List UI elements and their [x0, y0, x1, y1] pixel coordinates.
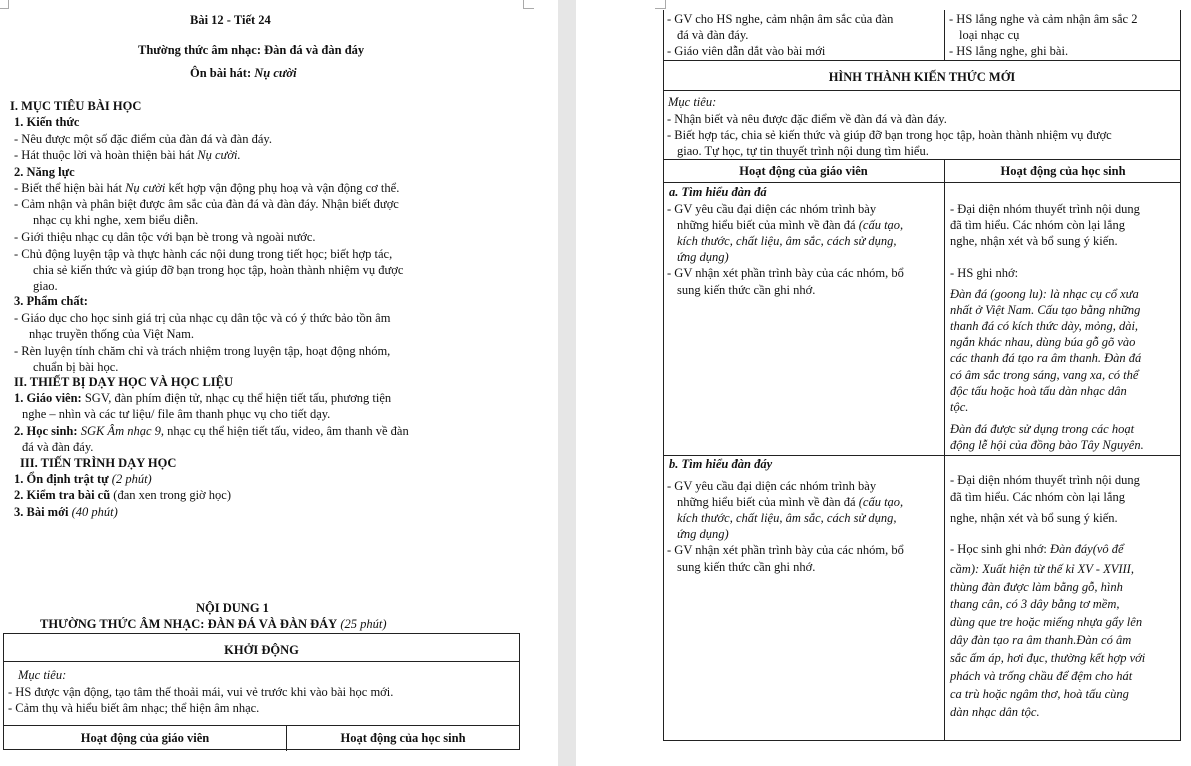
knowledge-item-2	[14, 148, 241, 163]
topic-heading: Thường thức âm nhạc: Đàn đá và đàn đáy	[138, 43, 365, 57]
process-step-3-time: (40 phút)	[68, 505, 118, 519]
column-divider	[944, 159, 945, 741]
section-a-gv-3: kích thước, chất liệu, âm sắc, cách sử dụng,	[677, 234, 897, 248]
warmup-objective-2: - Cảm thụ và hiểu biết âm nhạc; thể hiện âm nhạc.	[8, 701, 260, 715]
competence-item-4-cont: chia sẻ kiến thức và giúp đỡ bạn trong học tập, hoàn thành nhiệm vụ được	[33, 263, 404, 277]
objective-3: giao. Tự học, tự tin thuyết trình nội dung tìm hiểu.	[677, 144, 929, 158]
subsection-qualities: 3. Phẩm chất:	[14, 294, 88, 308]
competence-item-2-cont: nhạc cụ khi nghe, xem biểu diễn.	[33, 213, 199, 227]
section-equipment: II. THIẾT BỊ DẠY HỌC VÀ HỌC LIỆU	[14, 375, 234, 389]
top-gv-line-3: - Giáo viên dẫn dắt vào bài mới	[667, 44, 826, 58]
section-a-gv-2	[677, 218, 903, 233]
section-a-gv-6: sung kiến thức cần ghi nhớ.	[677, 283, 816, 297]
equipment-student-cont: đá và đàn đáy.	[22, 440, 94, 454]
content-subtitle-time: (25 phút)	[337, 617, 387, 631]
section-a-gv-1: - GV yêu cầu đại diện các nhóm trình bày	[667, 202, 877, 216]
section-b-gv-2-italic: (cấu tạo,	[858, 495, 904, 509]
section-b-note-6: sắc ấm áp, hơi đục, thường kết hợp với	[950, 651, 1146, 665]
top-gv-line-1: - GV cho HS nghe, cảm nhận âm sắc của đàn	[667, 12, 894, 26]
row-divider-5	[663, 455, 1181, 456]
top-hs-line-2: loại nhạc cụ	[959, 28, 1020, 42]
section-a-note2-1: Đàn đá được sử dụng trong các hoạt	[950, 422, 1135, 436]
warmup-objective-1: - HS được vận động, tạo tâm thế thoải mái, vui vẻ trước khi vào bài học mới.	[8, 685, 394, 699]
equipment-student	[14, 424, 409, 439]
equipment-student-text: , nhạc cụ thể hiện tiết tấu, video, âm thanh về đàn	[160, 424, 409, 438]
section-b-gv-3: kích thước, chất liệu, âm sắc, cách sử dụng,	[677, 511, 897, 525]
quality-item-2: - Rèn luyện tính chăm chỉ và trách nhiệm trong luyện tập, hoạt động nhóm,	[14, 344, 391, 358]
competence-item-2: - Cảm nhận và phân biệt được âm sắc của đàn đá và đàn đáy. Nhận biết được	[14, 197, 399, 211]
quality-item-1: - Giáo dục cho học sinh giá trị của nhạc cụ dân tộc và có ý thức bảo tồn âm	[14, 311, 391, 325]
objective-1: - Nhận biết và nêu được đặc điểm về đàn đá và đàn đáy.	[667, 112, 947, 126]
section-a-gv-2-italic: (cấu tạo,	[858, 218, 904, 232]
section-b-hs-1: - Đại diện nhóm thuyết trình nội dung	[950, 473, 1140, 487]
competence-item-1	[14, 181, 399, 196]
row-divider-1	[663, 60, 1181, 61]
subsection-competence: 2. Năng lực	[14, 165, 75, 179]
row-divider-top-col	[944, 10, 945, 60]
equipment-teacher-text: SGV, đàn phím điện tử, nhạc cụ thể hiện tiết tấu, phương tiện	[81, 391, 392, 405]
section-b-note-2: thùng đàn được làm bằng gỗ, hình	[950, 580, 1123, 594]
section-a-hs-3: nghe, nhận xét và bổ sung ý kiến.	[950, 234, 1118, 248]
process-step-1-label: 1. Ổn định trật tự	[14, 472, 109, 486]
section-b-gv-1: - GV yêu cầu đại diện các nhóm trình bày	[667, 479, 877, 493]
equipment-student-book: SGK Âm nhạc 9	[77, 424, 161, 438]
section-a-note-1: Đàn đá (goong lu): là nhạc cụ cổ xưa	[950, 287, 1139, 301]
process-step-3-label: 3. Bài mới	[14, 505, 69, 519]
competence-item-3: - Giới thiệu nhạc cụ dân tộc với bạn bè trong và ngoài nước.	[14, 230, 316, 244]
section-process: III. TIẾN TRÌNH DẠY HỌC	[20, 456, 177, 470]
review-song: Nụ cười	[254, 66, 297, 80]
equipment-teacher-label: 1. Giáo viên:	[14, 391, 82, 405]
warmup-header-divider	[4, 725, 519, 726]
section-a-hs-1: - Đại diện nhóm thuyết trình nội dung	[950, 202, 1140, 216]
quality-item-1-cont: nhạc truyền thống của Việt Nam.	[29, 327, 194, 341]
section-a-note-5: các thanh đá tạo ra âm thanh. Đàn đá	[950, 351, 1142, 365]
process-step-2-note: (đan xen trong giờ học)	[110, 488, 231, 502]
competence-item-4-cont2: giao.	[33, 279, 58, 293]
section-a-note-4: ngắn khác nhau, dùng búa gỗ gõ vào	[950, 335, 1136, 349]
section-b-note-3: thang cân, có 3 dây bằng tơ mềm,	[950, 597, 1120, 611]
section-b-note-1: cầm): Xuất hiện từ thế kỉ XV - XVIII,	[950, 562, 1134, 576]
row-divider-4	[663, 182, 1181, 183]
col-teacher-header: Hoạt động của giáo viên	[739, 164, 868, 178]
section-a-note-6: có âm sắc trong sáng, vang xa, có thể	[950, 368, 1139, 382]
section-b-hs-2: đã tìm hiểu. Các nhóm còn lại lắng	[950, 490, 1125, 504]
subsection-knowledge: 1. Kiến thức	[14, 115, 80, 129]
section-a-note-8: tộc.	[950, 400, 969, 414]
process-step-3	[14, 505, 118, 520]
competence-item-4: - Chủ động luyện tập và thực hành các nội dung trong tiết học; biết hợp tác,	[14, 247, 393, 261]
new-knowledge-heading: HÌNH THÀNH KIẾN THỨC MỚI	[828, 70, 1016, 84]
equipment-teacher-cont: nghe – nhìn và các tư liệu/ file âm thanh phục vụ cho tiết dạy.	[22, 407, 331, 421]
top-gv-line-2: đá và đàn đáy.	[677, 28, 749, 42]
objective-label: Mục tiêu:	[668, 95, 717, 109]
section-a-note-7: độc tấu hoặc hoà tấu dàn nhạc dân	[950, 384, 1127, 398]
warmup-objective-label: Mục tiêu:	[18, 668, 67, 682]
section-b-gv-2-text: những hiểu biết của mình về đàn đá	[677, 495, 859, 509]
top-hs-line-3: - HS lắng nghe, ghi bài.	[949, 44, 1069, 58]
process-step-2	[14, 488, 231, 503]
section-objectives: I. MỤC TIÊU BÀI HỌC	[10, 99, 142, 113]
page-gap	[558, 0, 576, 766]
competence-item-1-post: kết hợp vận động phụ hoạ và vận động cơ thể.	[165, 181, 400, 195]
col-student-header: Hoạt động của học sinh	[1000, 164, 1126, 178]
section-a-gv-2-text: những hiểu biết của mình về đàn đá	[677, 218, 859, 232]
process-step-1-time: (2 phút)	[108, 472, 152, 486]
section-b-hs-3: nghe, nhận xét và bổ sung ý kiến.	[950, 511, 1118, 525]
section-b-note-7: phách và trống chầu để đệm cho hát	[950, 669, 1133, 683]
process-step-1	[14, 472, 152, 487]
review-heading	[190, 66, 297, 81]
equipment-student-label: 2. Học sinh:	[14, 424, 78, 438]
competence-item-1-song: Nụ cười	[125, 181, 166, 195]
warmup-divider	[4, 661, 519, 662]
right-page	[576, 0, 1191, 766]
content-subtitle-text: THƯỜNG THỨC ÂM NHẠC: ĐÀN ĐÁ VÀ ĐÀN ĐÁY	[40, 617, 338, 631]
section-a-note2-2: động lễ hội của đồng bào Tây Nguyên.	[950, 438, 1144, 452]
warmup-table	[3, 633, 520, 750]
crop-mark-top-left	[0, 0, 9, 9]
content-title: NỘI DUNG 1	[196, 601, 269, 615]
crop-mark-top-right	[523, 0, 534, 9]
content-subtitle	[40, 617, 387, 632]
section-a-gv-5: - GV nhận xét phần trình bày của các nhóm, bổ	[667, 266, 904, 280]
section-a-note-3: thanh đá có kích thức dày, mỏng, dài,	[950, 319, 1139, 333]
warmup-heading: KHỞI ĐỘNG	[224, 643, 299, 657]
row-divider-3	[663, 159, 1181, 160]
section-b-gv-2	[677, 495, 903, 510]
row-divider-2	[663, 90, 1181, 91]
top-hs-line-1: - HS lắng nghe và cảm nhận âm sắc 2	[949, 12, 1138, 26]
quality-item-2-cont: chuẩn bị bài học.	[33, 360, 119, 374]
knowledge-item-2-text: - Hát thuộc lời và hoàn thiện bài hát	[14, 148, 198, 162]
competence-item-1-pre: - Biết thể hiện bài hát	[14, 181, 126, 195]
knowledge-item-1: - Nêu được một số đặc điểm của đàn đá và đàn đáy.	[14, 132, 272, 146]
section-a-hs-2: đã tìm hiểu. Các nhóm còn lại lắng	[950, 218, 1125, 232]
section-a-title: a. Tìm hiểu đàn đá	[669, 185, 767, 199]
objective-2: - Biết hợp tác, chia sẻ kiến thức và giúp đỡ bạn trong học tập, hoàn thành nhiệm vụ được	[667, 128, 1112, 142]
knowledge-item-2-song: Nụ cười.	[197, 148, 241, 162]
section-b-gv-5: - GV nhận xét phần trình bày của các nhóm, bổ	[667, 543, 904, 557]
section-a-gv-4: ứng dụng)	[677, 250, 729, 264]
section-b-note-9: dàn nhạc dân tộc.	[950, 705, 1040, 719]
section-b-note-4: dùng que tre hoặc miếng nhựa gẩy lên	[950, 615, 1143, 629]
lesson-heading: Bài 12 - Tiết 24	[190, 13, 271, 27]
section-a-note-2: nhất ở Việt Nam. Cấu tạo bằng những	[950, 303, 1141, 317]
equipment-teacher	[14, 391, 391, 406]
left-page	[0, 0, 558, 766]
review-prefix: Ôn bài hát:	[190, 66, 255, 80]
section-b-title: b. Tìm hiểu đàn đáy	[669, 457, 773, 471]
section-b-gv-6: sung kiến thức cần ghi nhớ.	[677, 560, 816, 574]
section-b-hs-4-text: - Học sinh ghi nhớ:	[950, 542, 1051, 556]
warmup-col-student: Hoạt động của học sinh	[340, 731, 466, 745]
process-step-2-label: 2. Kiểm tra bài cũ	[14, 488, 111, 502]
section-b-note-8: ca trù hoặc ngâm thơ, hoà tấu cùng	[950, 687, 1129, 701]
section-a-hs-4: - HS ghi nhớ:	[950, 266, 1019, 280]
section-b-note-5: dây đàn tạo ra âm thanh.Đàn có âm	[950, 633, 1132, 647]
section-b-hs-4-italic: Đàn đáy(vô để	[1050, 542, 1124, 556]
crop-mark-top-left	[655, 0, 666, 9]
section-b-hs-4	[950, 542, 1124, 557]
warmup-col-teacher: Hoạt động của giáo viên	[80, 731, 210, 745]
section-b-gv-4: ứng dụng)	[677, 527, 729, 541]
